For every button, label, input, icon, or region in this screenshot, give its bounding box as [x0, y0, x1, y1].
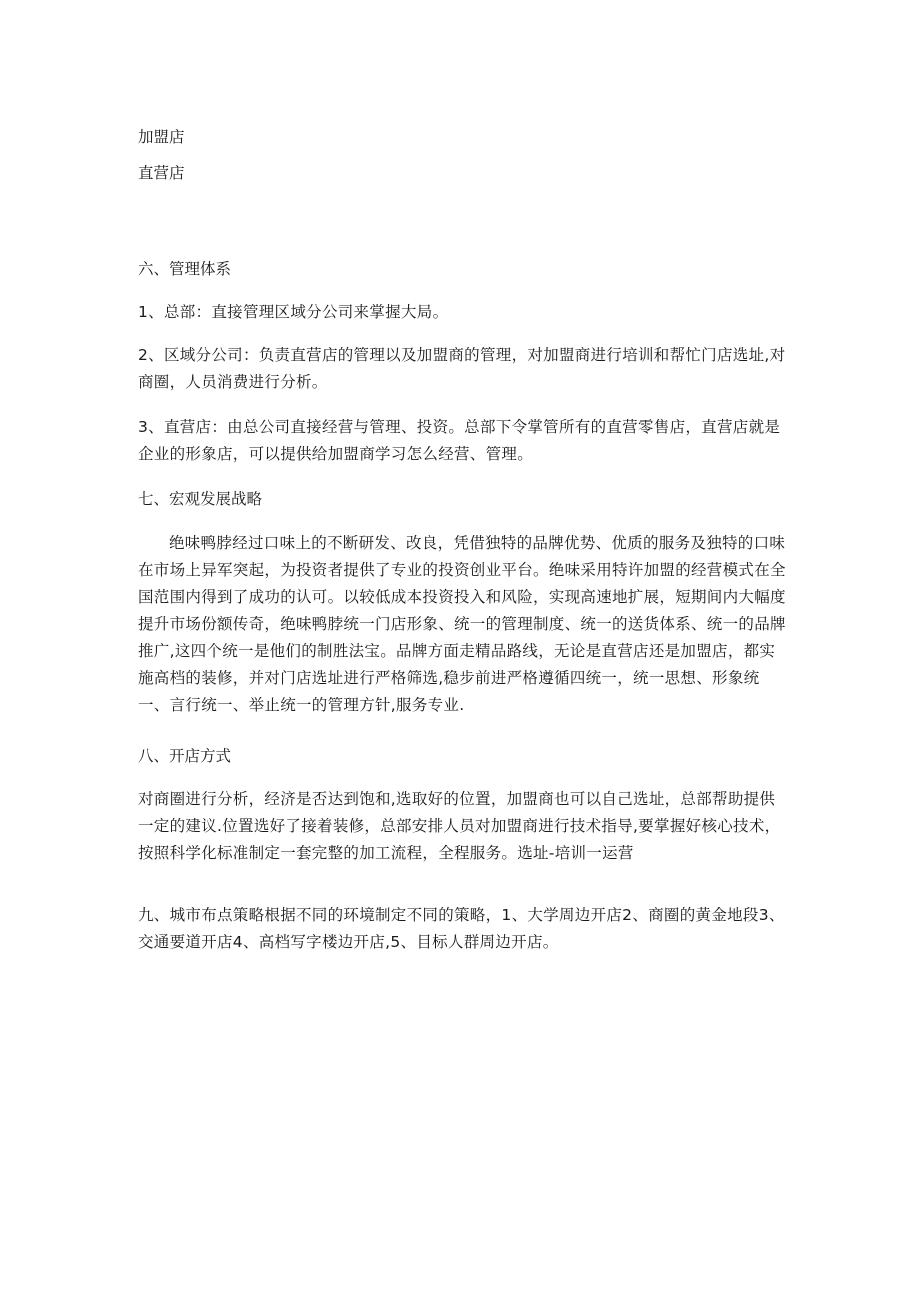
- section8-paragraph: 对商圈进行分析，经济是否达到饱和,选取好的位置，加盟商也可以自己选址，总部帮助提供一定的建议.位置选好了接着装修，总部安排人员对加盟商进行技术指导,要掌握好核心技术，按照科学化标准制定一套完整的加工流程，全程服务。选址-培训一运营: [138, 790, 781, 862]
- line-franchise-store: 加盟店: [138, 128, 185, 146]
- line-direct-store: 直营店: [138, 164, 185, 182]
- section7-paragraph: 绝味鸭脖经过口味上的不断研发、改良，凭借独特的品牌优势、优质的服务及独特的口味在市场上异军突起，为投资者提供了专业的投资创业平台。绝味采用特许加盟的经营模式在全国范围内得到了成功的认可。以较低成本投资投入和风险，实现高速地扩展，短期间内大幅度提升市场份额传奇，绝味鸭脖统一门店形象、统一的管理制度、统一的送货体系、统一的品牌推广,这四个统一是他们的制胜法宝。品牌方面走精品路线，无论是直营店还是加盟店，都实施高档的装修，并对门店选址进行严格筛选,稳步前进严格遵循四统一，统一思想、形象统一、言行统一、举止统一的管理方针,服务专业.: [138, 534, 786, 714]
- section8-heading: 八、开店方式: [138, 747, 232, 765]
- section7-heading: 七、宏观发展战略: [138, 490, 263, 508]
- section6-item2: 2、区域分公司：负责直营店的管理以及加盟商的管理，对加盟商进行培训和帮忙门店选址,对商圈，人员消费进行分析。: [138, 346, 786, 391]
- section6-item3: 3、直营店：由总公司直接经营与管理、投资。总部下令掌管所有的直营零售店，直营店就是企业的形象店，可以提供给加盟商学习怎么经营、管理。: [138, 418, 781, 463]
- section6-item1: 1、总部：直接管理区域分公司来掌握大局。: [138, 303, 449, 321]
- section9-paragraph: 九、城市布点策略根据不同的环境制定不同的策略，1、大学周边开店2、商圈的黄金地段3、交通要道开店4、高档写字楼边开店,5、目标人群周边开店。: [138, 906, 785, 951]
- section6-heading: 六、管理体系: [138, 260, 232, 278]
